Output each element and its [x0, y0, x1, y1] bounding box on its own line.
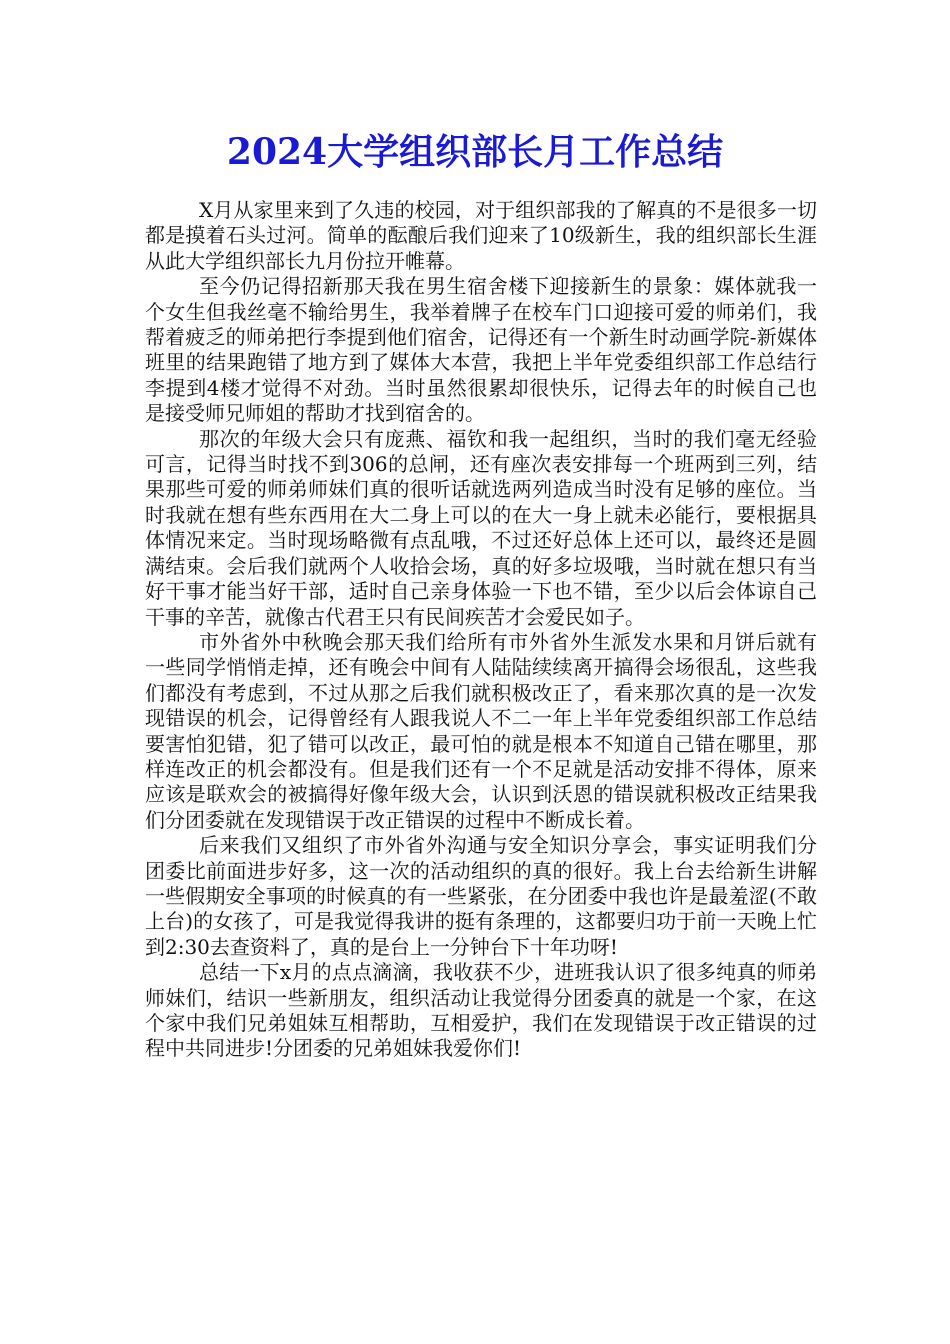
paragraph-1: X月从家里来到了久违的校园，对于组织部我的了解真的不是很多一切都是摸着石头过河。简单的酝酿后我们迎来了10级新生，我的组织部长生涯从此大学组织部长九月份拉开帷幕。	[145, 198, 817, 273]
paragraph-2: 至今仍记得招新那天我在男生宿舍楼下迎接新生的景象：媒体就我一个女生但我丝毫不输给男生，我举着牌子在校车门口迎接可爱的师弟们，我帮着疲乏的师弟把行李提到他们宿舍，记得还有一个新生时动画学院-新媒体班里的结果跑错了地方到了媒体大本营，我把上半年党委组织部工作总结行李提到4楼才觉得不对劲。当时虽然很累却很快乐，记得去年的时候自己也是接受师兄师姐的帮助才找到宿舍的。	[145, 274, 817, 426]
document-title: 2024大学组织部长月工作总结	[226, 131, 724, 173]
paragraph-4: 市外省外中秋晚会那天我们给所有市外省外生派发水果和月饼后就有一些同学悄悄走掉，还有晚会中间有人陆陆续续离开搞得会场很乱，这些我们都没有考虑到，不过从那之后我们就积极改正了，看来那次真的是一次发现错误的机会，记得曾经有人跟我说人不二一年上半年党委组织部工作总结要害怕犯错，犯了错可以改正，最可怕的就是根本不知道自己错在哪里，那样连改正的机会都没有。但是我们还有一个不足就是活动安排不得体，原来应该是联欢会的被搞得好像年级大会，认识到沃恩的错误就积极改正结果我们分团委就在发现错误于改正错误的过程中不断成长着。	[145, 629, 817, 832]
paragraph-3: 那次的年级大会只有庞燕、福钦和我一起组织，当时的我们毫无经验可言，记得当时找不到306的总闸，还有座次表安排每一个班两到三列，结果那些可爱的师弟师妹们真的很听话就选两列造成当时没有足够的座位。当时我就在想有些东西用在大二身上可以的在大一身上就未必能行，要根据具体情况来定。当时现场略微有点乱哦，不过还好总体上还可以，最终还是圆满结束。会后我们就两个人收拾会场，真的好多垃圾哦，当时就在想只有当好干事才能当好干部，适时自己亲身体验一下也不错，至少以后会体谅自己干事的辛苦，就像古代君王只有民间疾苦才会爱民如子。	[145, 426, 817, 629]
document-body	[145, 198, 817, 1062]
paragraph-6: 总结一下x月的点点滴滴，我收获不少，进班我认识了很多纯真的师弟师妹们，结识一些新朋友，组织活动让我觉得分团委真的就是一个家，在这个家中我们兄弟姐妹互相帮助，互相爱护，我们在发现错误于改正错误的过程中共同进步!分团委的兄弟姐妹我爱你们!	[145, 960, 817, 1061]
paragraph-5: 后来我们又组织了市外省外沟通与安全知识分享会，事实证明我们分团委比前面进步好多，这一次的活动组织的真的很好。我上台去给新生讲解一些假期安全事项的时候真的有一些紧张，在分团委中我也许是最羞涩(不敢上台)的女孩了，可是我觉得我讲的挺有条理的，这都要归功于前一天晚上忙到2:30去查资料了，真的是台上一分钟台下十年功呀!	[145, 833, 817, 959]
